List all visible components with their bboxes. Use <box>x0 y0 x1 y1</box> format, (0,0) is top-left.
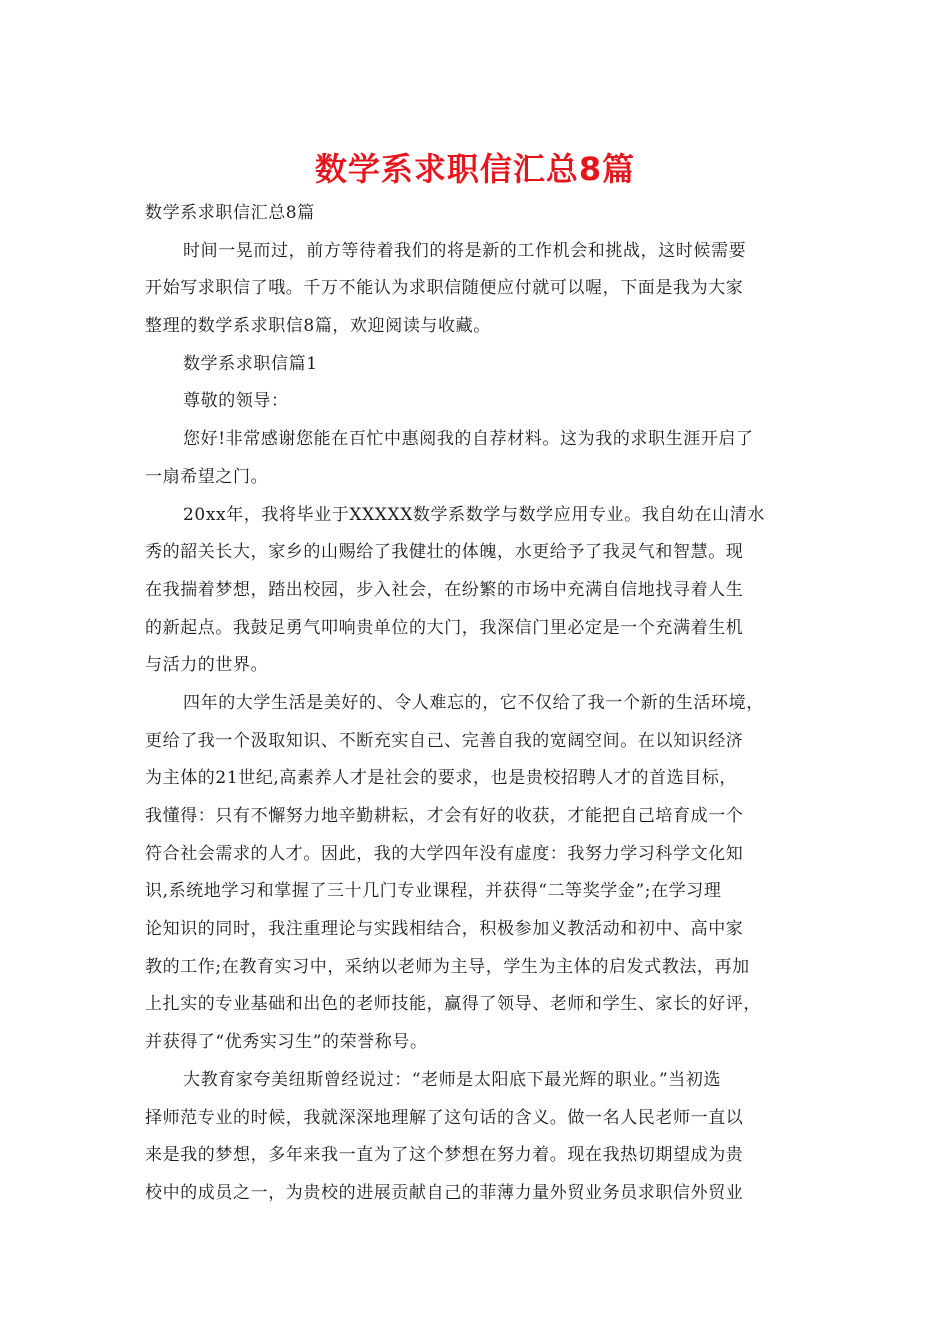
body-line: 您好!非常感谢您能在百忙中惠阅我的自荐材料。这为我的求职生涯开启了 <box>183 429 754 450</box>
body-line: 时间一晃而过，前方等待着我们的将是新的工作机会和挑战，这时候需要 <box>183 240 747 261</box>
body-line: 校中的成员之一，为贵校的进展贡献自己的菲薄力量外贸业务员求职信外贸业 <box>145 1182 744 1203</box>
body-line: 整理的数学系求职信8篇，欢迎阅读与收藏。 <box>145 316 491 337</box>
body-line: 四年的大学生活是美好的、令人难忘的，它不仅给了我一个新的生活环境， <box>183 692 764 713</box>
body-line: 大教育家夸美纽斯曾经说过：“老师是太阳底下最光辉的职业。”当初选 <box>183 1069 722 1090</box>
body-line: 教的工作;在教育实习中，采纳以老师为主导，学生为主体的启发式教法，再加 <box>145 956 750 977</box>
body-line: 并获得了“优秀实习生”的荣誉称号。 <box>145 1032 428 1053</box>
document-body <box>145 195 813 1213</box>
body-line: 上扎实的专业基础和出色的老师技能，赢得了领导、老师和学生、家长的好评， <box>145 994 761 1015</box>
body-line: 开始写求职信了哦。千万不能认为求职信随便应付就可以喔，下面是我为大家 <box>145 278 744 299</box>
body-line: 一扇希望之门。 <box>145 466 269 487</box>
body-line: 数学系求职信汇总8篇 <box>145 203 315 223</box>
body-line: 为主体的21世纪,高素养人才是社会的要求，也是贵校招聘人才的首选目标， <box>145 768 738 789</box>
body-line: 来是我的梦想，多年来我一直为了这个梦想在努力着。现在我热切期望成为贵 <box>145 1145 744 1166</box>
body-line: 数学系求职信篇1 <box>183 353 318 374</box>
body-line: 我懂得：只有不懈努力地辛勤耕耘，才会有好的收获，才能把自己培育成一个 <box>145 806 744 826</box>
body-line: 与活力的世界。 <box>145 655 269 676</box>
body-line: 在我揣着梦想，踏出校园，步入社会，在纷繁的市场中充满自信地找寻着人生 <box>145 579 744 600</box>
body-line: 20xx年，我将毕业于XXXXX数学系数学与数学应用专业。我自幼在山清水 <box>183 504 765 525</box>
body-line: 论知识的同时，我注重理论与实践相结合，积极参加义教活动和初中、高中家 <box>145 919 744 940</box>
body-line: 更给了我一个汲取知识、不断充实自己、完善自我的宽阔空间。在以知识经济 <box>145 730 744 751</box>
body-line: 的新起点。我鼓足勇气叩响贵单位的大门，我深信门里必定是一个充满着生机 <box>145 617 744 638</box>
body-line: 尊敬的领导： <box>183 391 289 412</box>
body-line: 识,系统地学习和掌握了三十几门专业课程，并获得“二等奖学金”;在学习理 <box>145 881 722 902</box>
body-line: 秀的韶关长大，家乡的山赐给了我健壮的体魄，水更给予了我灵气和智慧。现 <box>145 542 744 563</box>
document-title: 数学系求职信汇总8篇 <box>314 150 636 188</box>
body-line: 择师范专业的时候，我就深深地理解了这句话的含义。做一名人民老师一直以 <box>145 1107 744 1128</box>
body-line: 符合社会需求的人才。因此，我的大学四年没有虚度：我努力学习科学文化知 <box>145 843 744 864</box>
